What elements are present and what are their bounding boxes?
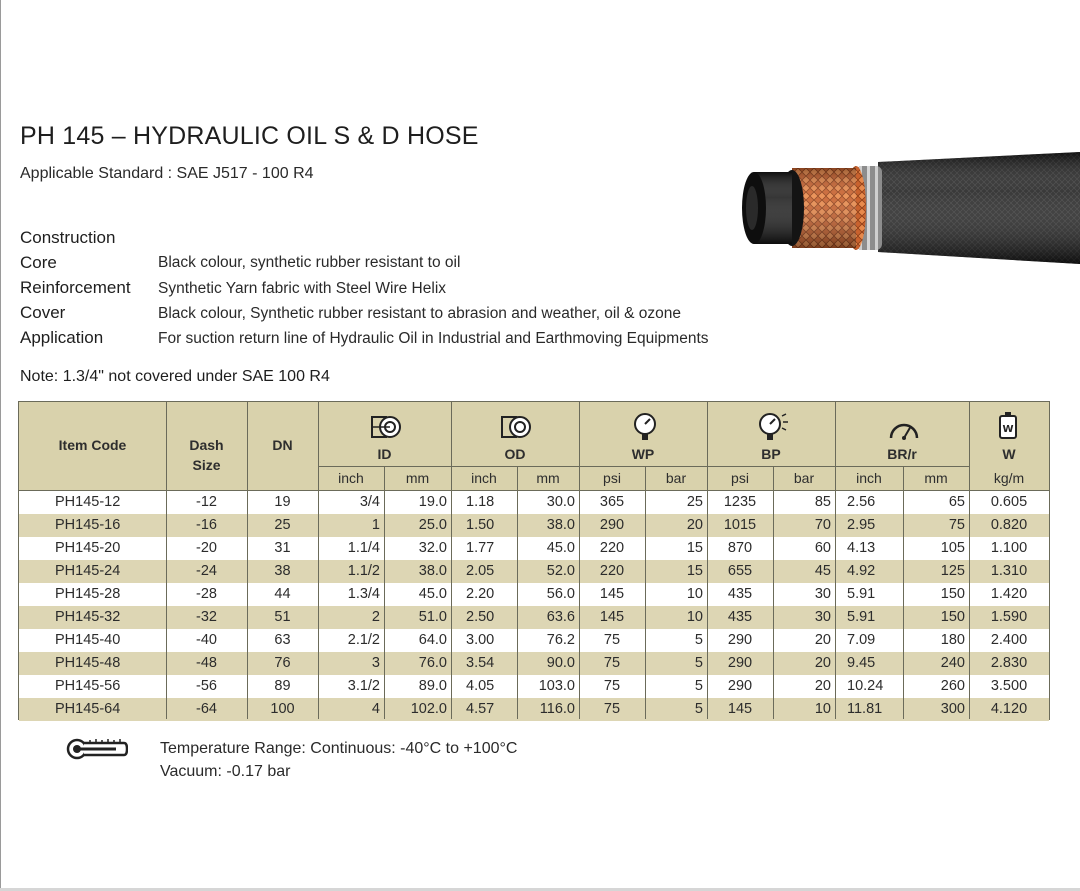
cell-od-mm: 56.0 xyxy=(546,586,575,602)
table-row xyxy=(19,698,1049,721)
thermometer-icon xyxy=(66,738,128,760)
cell-dash: -16 xyxy=(196,517,217,533)
header-dash: Dash xyxy=(189,437,224,453)
cell-bp-bar: 30 xyxy=(814,586,831,602)
page-title: PH 145 – HYDRAULIC OIL S & D HOSE xyxy=(20,122,479,150)
cell-od-in: 1.18 xyxy=(466,494,495,510)
cell-id-in: 2.1/2 xyxy=(347,632,380,648)
cell-dn: 51 xyxy=(274,609,291,625)
cell-wp-psi: 145 xyxy=(599,586,625,602)
cell-br-mm: 150 xyxy=(940,586,965,602)
cell-bp-bar: 60 xyxy=(814,540,831,556)
cell-br-mm: 125 xyxy=(940,563,965,579)
cell-w: 2.830 xyxy=(990,655,1028,671)
cell-od-mm: 76.2 xyxy=(546,632,575,648)
cell-code: PH145-48 xyxy=(55,655,121,671)
cell-br-mm: 300 xyxy=(940,701,965,717)
cell-dash: -56 xyxy=(196,678,217,694)
cell-br-mm: 75 xyxy=(948,517,965,533)
cell-id-mm: 38.0 xyxy=(418,563,447,579)
cell-bp-psi: 1235 xyxy=(723,494,757,510)
cell-br-in: 2.95 xyxy=(847,517,876,533)
cell-id-mm: 32.0 xyxy=(418,540,447,556)
cell-od-in: 2.05 xyxy=(466,563,495,579)
hose-image xyxy=(738,152,1080,264)
cell-w: 2.400 xyxy=(990,632,1028,648)
cell-id-in: 3 xyxy=(371,655,380,671)
cell-id-mm: 45.0 xyxy=(418,586,447,602)
header-subdivider xyxy=(318,466,969,467)
subcol-divider xyxy=(903,466,904,719)
cell-bp-psi: 435 xyxy=(727,609,753,625)
spec-value-reinforcement: Synthetic Yarn fabric with Steel Wire Helix xyxy=(158,280,447,297)
cell-bp-psi: 290 xyxy=(727,632,753,648)
cell-code: PH145-64 xyxy=(55,701,121,717)
header-wp: WP xyxy=(631,446,655,462)
header-item-code: Item Code xyxy=(58,437,127,453)
cell-br-in: 4.92 xyxy=(847,563,876,579)
cell-dn: 44 xyxy=(274,586,291,602)
spec-value-cover: Black colour, Synthetic rubber resistant to abrasion and weather, oil & ozone xyxy=(158,305,681,322)
subcol-divider xyxy=(645,466,646,719)
cell-dn: 38 xyxy=(274,563,291,579)
cell-wp-bar: 5 xyxy=(694,701,703,717)
unit-wp-psi: psi xyxy=(603,470,621,486)
cell-bp-psi: 870 xyxy=(727,540,753,556)
subcol-divider xyxy=(384,466,385,719)
cell-dn: 89 xyxy=(274,678,291,694)
temperature-value: Continuous: -40°C to +100°C xyxy=(305,740,518,757)
header-w: W xyxy=(1002,446,1016,462)
cell-w: 0.820 xyxy=(990,517,1028,533)
cell-od-mm: 52.0 xyxy=(546,563,575,579)
cell-dash: -24 xyxy=(196,563,217,579)
cell-bp-psi: 290 xyxy=(727,678,753,694)
subcol-divider xyxy=(517,466,518,719)
cell-wp-psi: 75 xyxy=(603,632,621,648)
cell-code: PH145-28 xyxy=(55,586,121,602)
cell-dn: 63 xyxy=(274,632,291,648)
cell-dash: -64 xyxy=(196,701,217,717)
weight-icon xyxy=(997,412,1019,442)
cell-dn: 25 xyxy=(274,517,291,533)
cell-wp-psi: 220 xyxy=(599,563,625,579)
cell-od-in: 4.05 xyxy=(466,678,495,694)
cell-id-in: 1 xyxy=(371,517,380,533)
cell-br-in: 5.91 xyxy=(847,609,876,625)
cell-od-in: 3.54 xyxy=(466,655,495,671)
cell-wp-bar: 25 xyxy=(686,494,703,510)
unit-bp-psi: psi xyxy=(731,470,749,486)
cell-w: 1.590 xyxy=(990,609,1028,625)
cell-wp-bar: 20 xyxy=(686,517,703,533)
cell-wp-bar: 10 xyxy=(686,609,703,625)
cell-od-in: 4.57 xyxy=(466,701,495,717)
cell-id-in: 1.3/4 xyxy=(347,586,380,602)
cell-wp-psi: 220 xyxy=(599,540,625,556)
cell-dn: 76 xyxy=(274,655,291,671)
applicable-standard: Applicable Standard : SAE J517 - 100 R4 xyxy=(20,165,314,182)
table-row xyxy=(19,537,1049,560)
cell-w: 1.100 xyxy=(990,540,1028,556)
header-od: OD xyxy=(504,446,526,462)
cell-bp-bar: 20 xyxy=(814,655,831,671)
table-row xyxy=(19,514,1049,537)
unit-br-inch: inch xyxy=(856,470,882,486)
cell-bp-bar: 20 xyxy=(814,632,831,648)
spec-label-core: Core xyxy=(20,253,57,272)
cell-br-in: 11.81 xyxy=(847,701,883,717)
unit-br-mm: mm xyxy=(924,470,948,486)
spec-value-core: Black colour, synthetic rubber resistant to oil xyxy=(158,254,461,271)
cell-code: PH145-20 xyxy=(55,540,121,556)
cell-bp-bar: 45 xyxy=(814,563,831,579)
cell-w: 1.310 xyxy=(990,563,1028,579)
construction-heading: Construction xyxy=(20,228,116,247)
cell-br-mm: 240 xyxy=(940,655,965,671)
cell-od-mm: 30.0 xyxy=(546,494,575,510)
cell-br-mm: 150 xyxy=(940,609,965,625)
cell-br-in: 10.24 xyxy=(847,678,884,694)
temperature-label: Temperature Range: xyxy=(160,740,306,757)
cell-dn: 100 xyxy=(270,701,295,717)
unit-bp-bar: bar xyxy=(793,470,815,486)
cell-code: PH145-56 xyxy=(55,678,121,694)
header-bp: BP xyxy=(761,446,781,462)
cell-dash: -32 xyxy=(196,609,217,625)
inner-diameter-icon xyxy=(370,414,404,440)
cell-dn: 19 xyxy=(274,494,291,510)
cell-w: 0.605 xyxy=(990,494,1028,510)
cell-wp-bar: 15 xyxy=(686,540,703,556)
cell-wp-bar: 10 xyxy=(686,586,703,602)
cell-wp-bar: 5 xyxy=(694,655,703,671)
unit-wp-bar: bar xyxy=(665,470,687,486)
spec-value-application: For suction return line of Hydraulic Oil in Industrial and Earthmoving Equipments xyxy=(158,330,709,347)
cell-id-in: 1.1/2 xyxy=(347,563,380,579)
cell-dash: -28 xyxy=(196,586,217,602)
cell-id-in: 2 xyxy=(371,609,380,625)
working-pressure-gauge-icon xyxy=(631,412,659,442)
cell-wp-bar: 5 xyxy=(694,632,703,648)
cell-dash: -48 xyxy=(196,655,217,671)
cell-br-in: 2.56 xyxy=(847,494,876,510)
cell-wp-bar: 5 xyxy=(694,678,703,694)
header-id: ID xyxy=(377,446,392,462)
cell-wp-psi: 75 xyxy=(603,655,621,671)
cell-wp-bar: 15 xyxy=(686,563,703,579)
unit-id-inch: inch xyxy=(338,470,364,486)
cell-bp-psi: 655 xyxy=(727,563,753,579)
cell-od-in: 3.00 xyxy=(466,632,495,648)
cell-od-mm: 38.0 xyxy=(546,517,575,533)
cell-br-in: 5.91 xyxy=(847,586,876,602)
unit-id-mm: mm xyxy=(405,470,430,486)
cell-br-in: 9.45 xyxy=(847,655,876,671)
subcol-divider xyxy=(773,466,774,719)
cell-code: PH145-16 xyxy=(55,517,121,533)
cell-id-in: 1.1/4 xyxy=(347,540,380,556)
outer-diameter-icon xyxy=(500,414,534,440)
cell-bp-bar: 10 xyxy=(814,701,831,717)
cell-bp-bar: 70 xyxy=(814,517,831,533)
cell-wp-psi: 75 xyxy=(603,678,621,694)
svg-text:W: W xyxy=(1002,424,1014,435)
cell-br-in: 4.13 xyxy=(847,540,876,556)
cell-dash: -12 xyxy=(196,494,217,510)
temperature-range xyxy=(160,740,517,758)
table-row xyxy=(19,606,1049,629)
cell-br-mm: 105 xyxy=(940,540,965,556)
table-row xyxy=(19,652,1049,675)
cell-id-in: 4 xyxy=(371,701,380,717)
cell-br-mm: 180 xyxy=(940,632,965,648)
cell-od-in: 2.20 xyxy=(466,586,495,602)
vacuum xyxy=(160,763,290,781)
cell-id-mm: 64.0 xyxy=(418,632,447,648)
table-row xyxy=(19,629,1049,652)
unit-od-mm: mm xyxy=(536,470,560,486)
note: Note: 1.3/4" not covered under SAE 100 R4 xyxy=(20,368,330,385)
vacuum-value: -0.17 bar xyxy=(221,763,291,780)
cell-od-mm: 103.0 xyxy=(538,678,575,694)
cell-code: PH145-40 xyxy=(55,632,121,648)
table-row xyxy=(19,560,1049,583)
cell-id-mm: 25.0 xyxy=(418,517,447,533)
cell-id-mm: 102.0 xyxy=(410,701,447,717)
cell-wp-psi: 75 xyxy=(603,701,621,717)
table-row xyxy=(19,583,1049,606)
spec-label-reinforcement: Reinforcement xyxy=(20,278,131,297)
cell-od-in: 1.77 xyxy=(466,540,495,556)
cell-bp-bar: 85 xyxy=(814,494,831,510)
cell-id-mm: 51.0 xyxy=(418,609,447,625)
cell-code: PH145-32 xyxy=(55,609,121,625)
cell-bp-bar: 30 xyxy=(814,609,831,625)
cell-wp-psi: 365 xyxy=(599,494,625,510)
cell-code: PH145-24 xyxy=(55,563,121,579)
cell-br-mm: 65 xyxy=(948,494,965,510)
cell-id-mm: 76.0 xyxy=(418,655,447,671)
cell-bp-bar: 20 xyxy=(814,678,831,694)
cell-wp-psi: 290 xyxy=(599,517,625,533)
cell-id-mm: 19.0 xyxy=(418,494,447,510)
cell-bp-psi: 290 xyxy=(727,655,753,671)
spec-label-application: Application xyxy=(20,328,104,347)
cell-od-mm: 63.6 xyxy=(546,609,575,625)
burst-pressure-icon xyxy=(756,412,790,442)
cell-bp-psi: 145 xyxy=(727,701,753,717)
vacuum-label: Vacuum: xyxy=(160,763,222,780)
header-bottom-line xyxy=(19,490,1049,491)
cell-id-in: 3/4 xyxy=(359,494,380,510)
unit-w: kg/m xyxy=(993,470,1025,486)
cell-w: 4.120 xyxy=(990,701,1028,717)
header-br: BR/r xyxy=(887,446,917,462)
specs-table xyxy=(18,401,1050,720)
cell-wp-psi: 145 xyxy=(599,609,625,625)
cell-bp-psi: 1015 xyxy=(723,517,757,533)
table-row xyxy=(19,491,1049,514)
spec-label-cover: Cover xyxy=(20,303,66,322)
cell-od-in: 2.50 xyxy=(466,609,495,625)
cell-br-mm: 260 xyxy=(940,678,965,694)
cell-id-in: 3.1/2 xyxy=(347,678,380,694)
cell-od-in: 1.50 xyxy=(466,517,495,533)
table-row xyxy=(19,675,1049,698)
header-size: Size xyxy=(192,457,221,473)
cell-dn: 31 xyxy=(274,540,291,556)
cell-od-mm: 116.0 xyxy=(539,701,575,717)
cell-od-mm: 45.0 xyxy=(546,540,575,556)
cell-bp-psi: 435 xyxy=(727,586,753,602)
unit-od-inch: inch xyxy=(471,470,497,486)
cell-code: PH145-12 xyxy=(55,494,121,510)
cell-w: 1.420 xyxy=(990,586,1028,602)
cell-br-in: 7.09 xyxy=(847,632,876,648)
cell-w: 3.500 xyxy=(990,678,1028,694)
header-dn: DN xyxy=(272,437,293,453)
cell-dash: -40 xyxy=(196,632,217,648)
bend-radius-icon xyxy=(887,414,921,442)
cell-dash: -20 xyxy=(196,540,217,556)
left-border xyxy=(0,0,1,891)
cell-od-mm: 90.0 xyxy=(546,655,575,671)
cell-id-mm: 89.0 xyxy=(418,678,447,694)
